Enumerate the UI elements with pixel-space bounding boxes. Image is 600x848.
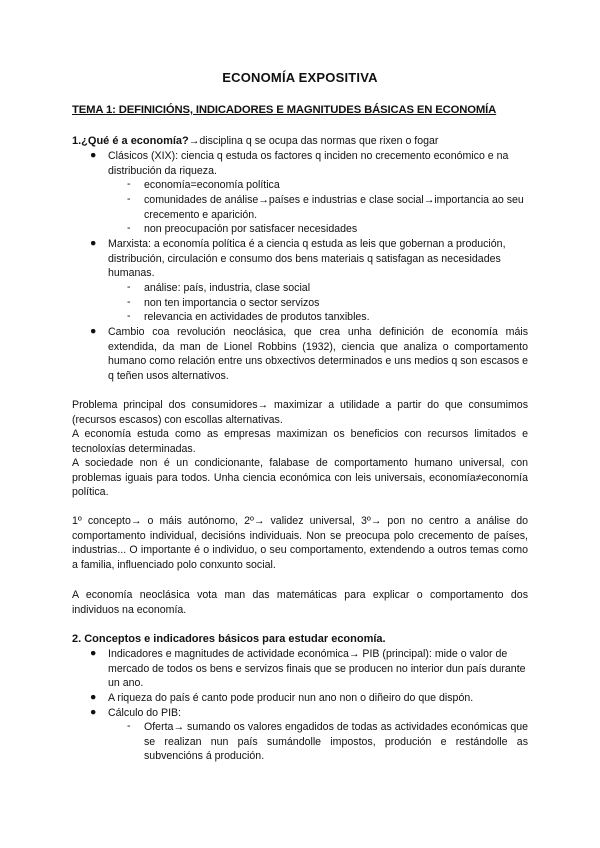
section2-bullet-1: Indicadores e magnitudes de actividade económica→ PIB (principal): mide o valor de mercado de todos os bens e servizos finais que se producen no interior dun país durante un ano. (108, 648, 526, 690)
paragraph-society: A sociedade non é un condicionante, falabase de comportamento humano universal, con problemas iguais para todos. Unha ciencia económica con leis universais, economía≠economía política. (72, 457, 528, 499)
bullet-icon: ● (90, 691, 97, 703)
section1-bullet-2-sub-3: relevancia en actividades de produtos tanxibles. (144, 311, 370, 323)
section1-bullet-1: Clásicos (XIX): ciencia q estuda os factores q inciden no crecemento económico e na distribución da riqueza. (108, 150, 509, 177)
section1-bullet-1-sub-3: non preocupación por satisfacer necesidades (144, 223, 358, 235)
paragraph-firms: A economía estuda como as empresas maximizan os beneficios con recursos limitados e tecnoloxías determinadas. (72, 428, 528, 455)
section1-bullet-2-sub-1: análise: país, industria, clase social (144, 282, 311, 294)
paragraph-concepts: 1º concepto→ o máis autónomo, 2º→ validez universal, 3º→ pon no centro a análise do comportamento individual, decisións individuais. Non se preocupa polo crecemento de países, industrias... O importante é o individuo, o seu comportamento, extendendo a outros temas como a familia, influenciado polo conxunto social. (72, 515, 528, 571)
section1-bullet-2: Marxista: a economía política é a ciencia q estuda as leis que gobernan a produción, distribución, circulación e consumo dos bens materiais q satisfagan as necesidades humanas. (108, 238, 506, 280)
section2-heading-text: 2. Conceptos e indicadores básicos para estudar economía. (72, 633, 386, 645)
bullet-icon: ● (90, 647, 97, 659)
paragraph-consumers: Problema principal dos consumidores→ maximizar a utilidade a partir do que consumimos (recursos escasos) con escollas alternativas. (72, 399, 528, 426)
dash-icon: - (127, 193, 131, 205)
section2-bullet-2: A riqueza do país é canto pode producir nun ano non o diñeiro do que dispón. (108, 692, 474, 704)
section1-heading (72, 134, 532, 149)
section1-bullet-3: Cambio coa revolución neoclásica, que crea unha definición de economía máis extendida, da man de Lionel Robbins (1932), ciencia que analiza o comportamento humano como relación entre uns obxectivos determinados e uns medios q son escasos e q teñen usos alternativos. (108, 326, 528, 382)
section1-bullet-1-sub-1: economía=economía política (144, 179, 280, 191)
section2-heading (72, 632, 528, 647)
topic-heading: TEMA 1: DEFINICIÓNS, INDICADORES E MAGNITUDES BÁSICAS EN ECONOMÍA (72, 104, 497, 116)
section1-bullet-1-sub-2: comunidades de análise→países e industrias e clase social→importancia ao seu crecemento e aparición. (144, 194, 524, 221)
paragraph-neoclassical: A economía neoclásica vota man das matemáticas para explicar o comportamento dos individuos na economía. (72, 589, 528, 616)
dash-icon: - (127, 281, 131, 293)
dash-icon: - (127, 720, 131, 732)
dash-icon: - (127, 178, 131, 190)
section2-bullet-3: Cálculo do PIB: (108, 707, 182, 719)
section2-sub-oferta: Oferta→ sumando os valores engadidos de todas as actividades económicas que se realizan nun país sumándolle impostos, produción e restándolle as subvencións á produción. (144, 721, 528, 763)
section1-question: 1.¿Qué é a economía? (72, 135, 189, 147)
bullet-icon: ● (90, 237, 97, 249)
dash-icon: - (127, 222, 131, 234)
section1-bullet-2-sub-2: non ten importancia o sector servizos (144, 297, 320, 309)
document-title: ECONOMÍA EXPOSITIVA (222, 70, 378, 85)
bullet-icon: ● (90, 149, 97, 161)
dash-icon: - (127, 296, 131, 308)
bullet-icon: ● (90, 706, 97, 718)
dash-icon: - (127, 310, 131, 322)
bullet-icon: ● (90, 325, 97, 337)
section1-definition: →disciplina q se ocupa das normas que rixen o fogar (188, 135, 439, 147)
